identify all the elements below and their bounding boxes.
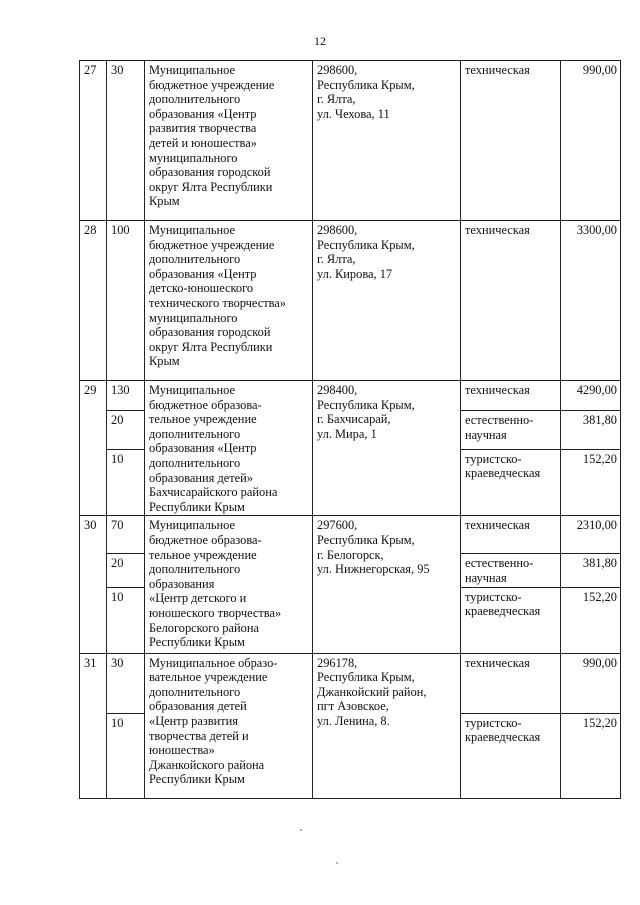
institution-name: [145, 61, 313, 221]
funding-amount: 990,00: [561, 653, 621, 713]
direction-line: техническая: [465, 383, 530, 397]
institution-name-line: бюджетное образова-: [149, 397, 262, 412]
places-count: 130: [107, 381, 145, 411]
institution-name-line: Муниципальное: [149, 223, 235, 237]
address-line: г. Ялта,: [317, 252, 356, 267]
places-count: 10: [107, 587, 145, 653]
table-row: [80, 221, 621, 381]
scan-speck: [336, 862, 338, 864]
row-number: 27: [80, 61, 107, 221]
row-number: 29: [80, 381, 107, 516]
places-count: 20: [107, 554, 145, 587]
funding-amount: 152,20: [561, 587, 621, 653]
institution-name-line: Муниципальное: [149, 518, 235, 533]
table-row: [80, 516, 621, 554]
direction-line: туристско-: [465, 715, 522, 730]
institution-name-line: Муниципальное: [149, 383, 235, 397]
institution-name-line: образования детей»: [149, 470, 254, 485]
funding-amount: 4290,00: [561, 381, 621, 411]
funding-amount: 381,80: [561, 554, 621, 587]
direction-line: техническая: [465, 63, 530, 77]
funding-amount: 152,20: [561, 449, 621, 516]
program-direction: [461, 516, 561, 554]
program-direction: [461, 381, 561, 411]
table-row: [80, 61, 621, 221]
address-line: Республика Крым,: [317, 670, 415, 685]
institution-name: [145, 221, 313, 381]
address-line: ул. Мира, 1: [317, 426, 377, 441]
address-line: ул. Нижнегорская, 95: [317, 562, 430, 577]
program-direction: [461, 221, 561, 381]
institution-name-line: юношества»: [149, 743, 215, 758]
address-line: Республика Крым,: [317, 532, 415, 547]
institution-name-line: тельное учреждение: [149, 412, 257, 427]
institution-name-line: «Центр детского и: [149, 591, 247, 606]
places-count: 10: [107, 449, 145, 516]
institution-name-line: образования детей: [149, 699, 247, 714]
address-line: Республика Крым,: [317, 397, 415, 412]
institution-name-line: бюджетное учреждение: [149, 77, 275, 92]
address-line: 298400,: [317, 383, 358, 397]
institution-name-line: технического творчества»: [149, 295, 286, 310]
program-direction: [461, 653, 561, 713]
places-count: 70: [107, 516, 145, 554]
program-direction: [461, 411, 561, 449]
funding-amount: 990,00: [561, 61, 621, 221]
institution-name-line: вательное учреждение: [149, 670, 268, 685]
address-line: пгт Азовское,: [317, 699, 389, 714]
address-line: г. Белогорск,: [317, 547, 384, 562]
institution-name-line: Крым: [149, 354, 180, 369]
institutions-table: [79, 60, 621, 799]
institution-name: [145, 653, 313, 798]
address-line: Республика Крым,: [317, 77, 415, 92]
direction-line: техническая: [465, 518, 530, 533]
institution-name-line: Бахчисарайского района: [149, 485, 278, 500]
institution-name-line: юношеского творчества»: [149, 605, 282, 620]
institution-name-line: «Центр развития: [149, 713, 238, 728]
institution-address: [313, 381, 461, 516]
institution-name: [145, 516, 313, 653]
address-line: Джанкойский район,: [317, 684, 427, 699]
institution-name-line: дополнительного: [149, 92, 241, 107]
address-line: г. Бахчисарай,: [317, 412, 391, 427]
institution-name-line: детей и юношества»: [149, 135, 257, 150]
direction-line: краеведческая: [465, 604, 541, 619]
institution-name-line: муниципального: [149, 150, 238, 165]
institution-name-line: дополнительного: [149, 684, 241, 699]
institution-name-line: Джанкойского района: [149, 757, 265, 772]
direction-line: естественно-: [465, 413, 534, 428]
institution-name-line: дополнительного: [149, 562, 241, 577]
institution-name-line: муниципального: [149, 310, 238, 325]
row-number: 28: [80, 221, 107, 381]
address-line: 298600,: [317, 63, 358, 77]
direction-line: научная: [465, 570, 507, 585]
direction-line: естественно-: [465, 556, 534, 571]
institution-name-line: образования «Центр: [149, 441, 257, 456]
institution-name-line: дополнительного: [149, 426, 241, 441]
institution-name-line: Республики Крым: [149, 499, 245, 514]
places-count: 30: [107, 653, 145, 713]
institution-name-line: Крым: [149, 194, 180, 209]
direction-line: техническая: [465, 223, 530, 237]
institution-address: [313, 221, 461, 381]
institution-address: [313, 61, 461, 221]
row-number: 30: [80, 516, 107, 653]
institution-name-line: тельное учреждение: [149, 547, 257, 562]
places-count: 10: [107, 713, 145, 798]
program-direction: [461, 713, 561, 798]
institution-address: [313, 653, 461, 798]
institution-name-line: Республики Крым: [149, 635, 245, 650]
institution-name-line: образования «Центр: [149, 106, 257, 121]
table-row: [80, 381, 621, 411]
address-line: г. Ялта,: [317, 92, 356, 107]
address-line: 298600,: [317, 223, 358, 237]
places-count: 20: [107, 411, 145, 449]
institution-name-line: дополнительного: [149, 455, 241, 470]
institution-name-line: дополнительного: [149, 252, 241, 267]
funding-amount: 381,80: [561, 411, 621, 449]
institution-name-line: Республики Крым: [149, 772, 245, 787]
direction-line: краеведческая: [465, 466, 541, 481]
address-line: 296178,: [317, 655, 358, 670]
row-number: 31: [80, 653, 107, 798]
funding-amount: 3300,00: [561, 221, 621, 381]
funding-amount: 2310,00: [561, 516, 621, 554]
funding-amount: 152,20: [561, 713, 621, 798]
institution-name-line: бюджетное образова-: [149, 532, 262, 547]
direction-line: туристско-: [465, 589, 522, 604]
institution-name-line: Муниципальное: [149, 63, 235, 77]
address-line: ул. Чехова, 11: [317, 106, 390, 121]
scan-speck: [300, 829, 302, 831]
places-count: 100: [107, 221, 145, 381]
table-row: [80, 653, 621, 713]
institution-name-line: детско-юношеского: [149, 281, 254, 296]
institution-name-line: округ Ялта Республики: [149, 179, 273, 194]
program-direction: [461, 587, 561, 653]
institution-name-line: развития творчества: [149, 121, 257, 136]
page-number: 12: [314, 34, 326, 48]
institution-address: [313, 516, 461, 653]
address-line: 297600,: [317, 518, 358, 533]
direction-line: научная: [465, 427, 507, 442]
institution-name-line: Муниципальное образо-: [149, 655, 278, 670]
institution-name-line: образования: [149, 576, 215, 591]
program-direction: [461, 449, 561, 516]
places-count: 30: [107, 61, 145, 221]
address-line: ул. Ленина, 8.: [317, 713, 390, 728]
institution-name: [145, 381, 313, 516]
institution-name-line: творчества детей и: [149, 728, 249, 743]
address-line: ул. Кирова, 17: [317, 266, 393, 281]
institution-name-line: образования городской: [149, 325, 271, 340]
direction-line: туристско-: [465, 451, 522, 466]
program-direction: [461, 61, 561, 221]
address-line: Республика Крым,: [317, 237, 415, 252]
direction-line: краеведческая: [465, 730, 541, 745]
institution-name-line: образования городской: [149, 165, 271, 180]
institution-name-line: округ Ялта Республики: [149, 339, 273, 354]
direction-line: техническая: [465, 655, 530, 670]
program-direction: [461, 554, 561, 587]
institution-name-line: образования «Центр: [149, 266, 257, 281]
institution-name-line: бюджетное учреждение: [149, 237, 275, 252]
institution-name-line: Белогорского района: [149, 620, 259, 635]
